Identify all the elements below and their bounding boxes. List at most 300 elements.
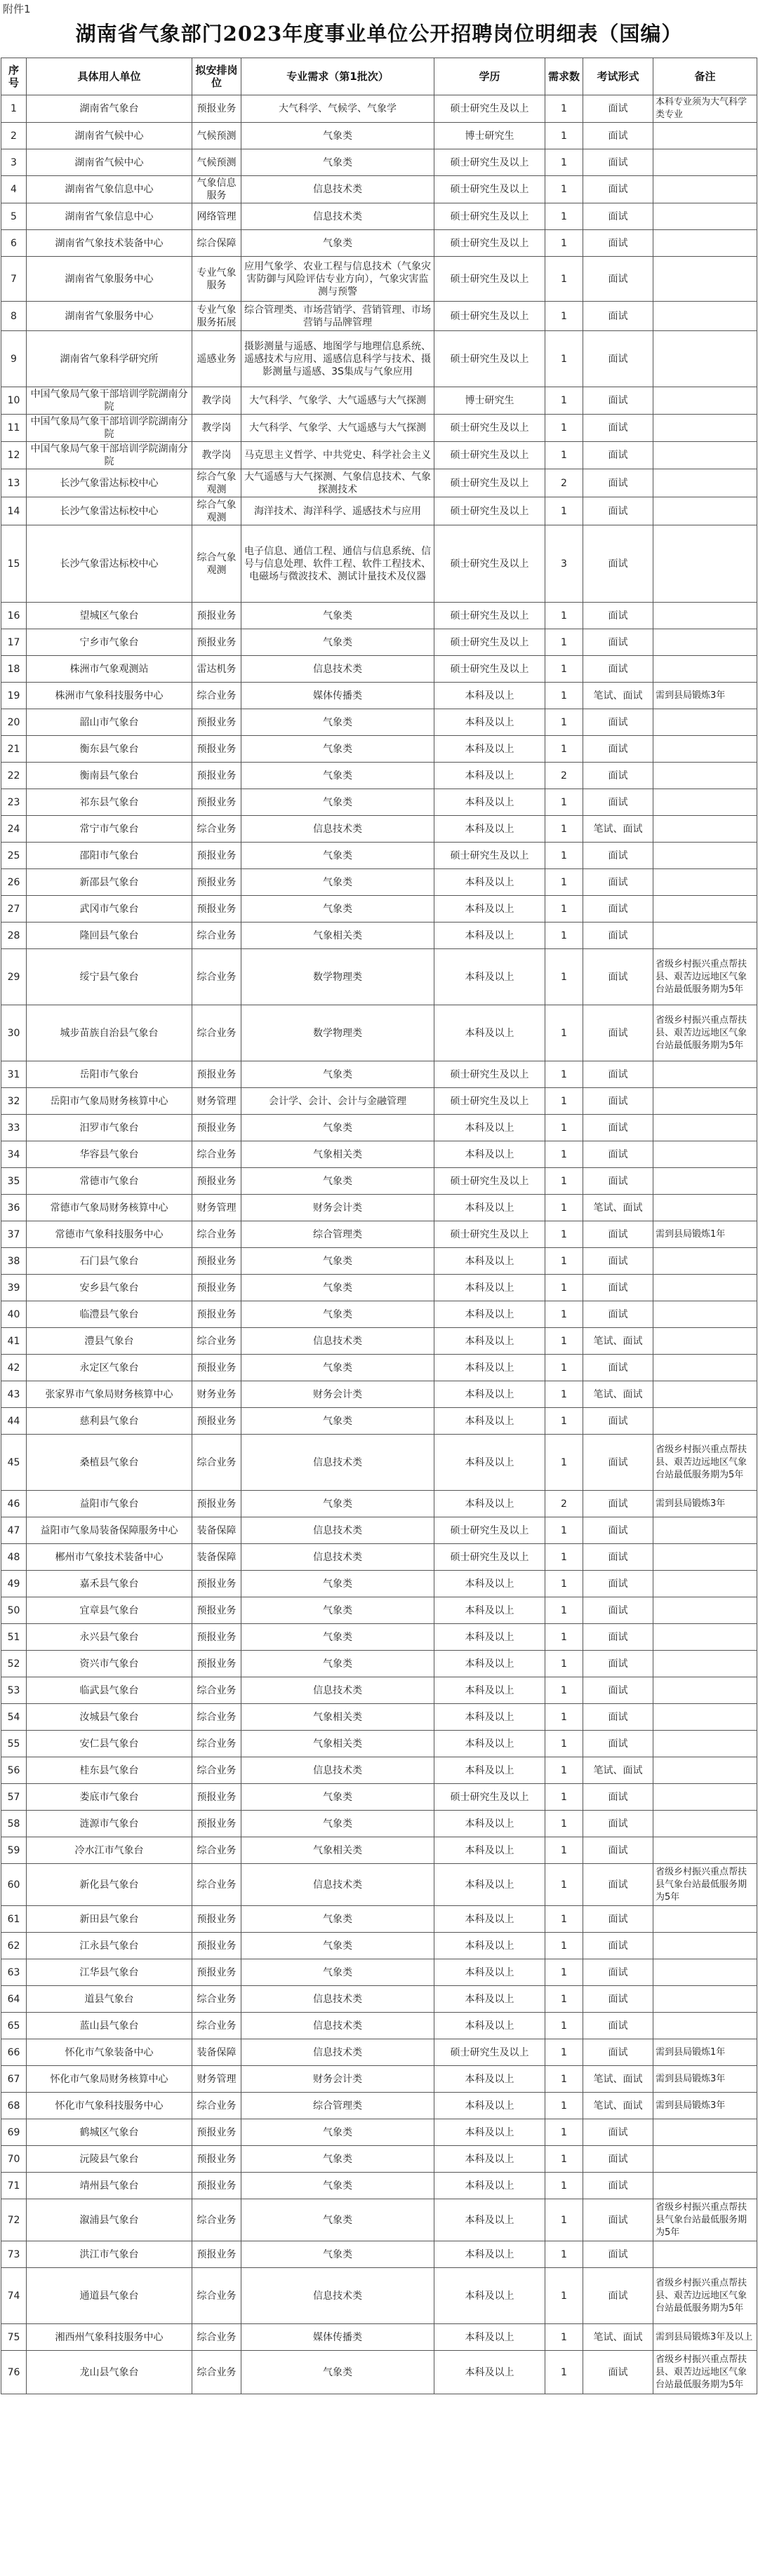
cell-note: 需到县局锻炼1年 <box>653 2039 757 2066</box>
cell-note <box>653 709 757 736</box>
cell-post: 预报业务 <box>192 2146 241 2173</box>
cell-note <box>653 331 757 387</box>
table-row <box>1 2013 757 2039</box>
cell-note <box>653 257 757 302</box>
cell-exam: 面试 <box>583 1784 653 1811</box>
cell-exam: 面试 <box>583 2351 653 2394</box>
cell-no: 75 <box>1 2324 27 2351</box>
table-row <box>1 176 757 203</box>
cell-major: 信息技术类 <box>241 1328 434 1355</box>
cell-count: 1 <box>545 2093 583 2119</box>
cell-exam: 面试 <box>583 2146 653 2173</box>
cell-education: 本科及以上 <box>434 2351 545 2394</box>
cell-unit: 慈利县气象台 <box>27 1408 192 1435</box>
cell-exam: 面试 <box>583 442 653 469</box>
cell-note <box>653 1811 757 1837</box>
cell-count: 1 <box>545 2268 583 2324</box>
cell-post: 综合业务 <box>192 1005 241 1061</box>
cell-major: 气象类 <box>241 2173 434 2199</box>
table-row <box>1 230 757 257</box>
cell-no: 54 <box>1 1704 27 1731</box>
table-row <box>1 1061 757 1088</box>
cell-education: 硕士研究生及以上 <box>434 176 545 203</box>
cell-exam: 笔试、面试 <box>583 1328 653 1355</box>
cell-unit: 新化县气象台 <box>27 1864 192 1906</box>
cell-count: 1 <box>545 2146 583 2173</box>
cell-note: 省级乡村振兴重点帮扶县、艰苦边远地区气象台站最低服务期为5年 <box>653 1005 757 1061</box>
cell-unit: 湖南省气象服务中心 <box>27 257 192 302</box>
table-header-row <box>1 58 757 95</box>
cell-note <box>653 2013 757 2039</box>
cell-no: 37 <box>1 1221 27 1248</box>
cell-count: 1 <box>545 1435 583 1491</box>
cell-major: 气象类 <box>241 1811 434 1837</box>
cell-no: 44 <box>1 1408 27 1435</box>
cell-unit: 望城区气象台 <box>27 603 192 629</box>
cell-exam: 笔试、面试 <box>583 1381 653 1408</box>
cell-post: 专业气象服务拓展 <box>192 302 241 331</box>
cell-note <box>653 1275 757 1301</box>
cell-unit: 长沙气象雷达标校中心 <box>27 469 192 497</box>
cell-no: 26 <box>1 869 27 896</box>
table-row <box>1 923 757 949</box>
table-row <box>1 1571 757 1597</box>
cell-unit: 邵阳市气象台 <box>27 843 192 869</box>
cell-count: 1 <box>545 331 583 387</box>
cell-note <box>653 1933 757 1959</box>
cell-note: 需到县局锻炼3年 <box>653 2093 757 2119</box>
cell-unit: 怀化市气象装备中心 <box>27 2039 192 2066</box>
cell-count: 1 <box>545 1005 583 1061</box>
cell-exam: 面试 <box>583 2268 653 2324</box>
cell-education: 本科及以上 <box>434 2241 545 2268</box>
cell-education: 本科及以上 <box>434 1959 545 1986</box>
cell-no: 8 <box>1 302 27 331</box>
cell-education: 硕士研究生及以上 <box>434 656 545 683</box>
cell-unit: 长沙气象雷达标校中心 <box>27 525 192 603</box>
cell-unit: 澧县气象台 <box>27 1328 192 1355</box>
cell-education: 本科及以上 <box>434 1986 545 2013</box>
table-row <box>1 1408 757 1435</box>
cell-unit: 汨罗市气象台 <box>27 1115 192 1141</box>
cell-exam: 面试 <box>583 1141 653 1168</box>
cell-unit: 韶山市气象台 <box>27 709 192 736</box>
table-row <box>1 469 757 497</box>
cell-exam: 笔试、面试 <box>583 2066 653 2093</box>
table-row <box>1 1328 757 1355</box>
cell-post: 综合业务 <box>192 2324 241 2351</box>
cell-exam: 面试 <box>583 95 653 123</box>
table-row <box>1 629 757 656</box>
cell-post: 预报业务 <box>192 2119 241 2146</box>
cell-exam: 面试 <box>583 1731 653 1757</box>
cell-exam: 面试 <box>583 2173 653 2199</box>
cell-note <box>653 1651 757 1677</box>
cell-unit: 绥宁县气象台 <box>27 949 192 1005</box>
cell-major: 气象类 <box>241 736 434 763</box>
cell-count: 1 <box>545 1408 583 1435</box>
cell-count: 2 <box>545 1491 583 1517</box>
cell-post: 综合业务 <box>192 1221 241 1248</box>
cell-major: 电子信息、通信工程、通信与信息系统、信号与信息处理、软件工程、软件工程技术、电磁场与微波技术、测试计量技术及仪器 <box>241 525 434 603</box>
cell-education: 本科及以上 <box>434 1141 545 1168</box>
cell-education: 本科及以上 <box>434 2146 545 2173</box>
cell-post: 综合业务 <box>192 1864 241 1906</box>
cell-education: 本科及以上 <box>434 1731 545 1757</box>
cell-post: 预报业务 <box>192 1959 241 1986</box>
cell-no: 40 <box>1 1301 27 1328</box>
cell-post: 综合保障 <box>192 230 241 257</box>
cell-post: 综合业务 <box>192 2199 241 2241</box>
cell-note <box>653 1677 757 1704</box>
cell-unit: 资兴市气象台 <box>27 1651 192 1677</box>
cell-exam: 面试 <box>583 949 653 1005</box>
cell-major: 气象相关类 <box>241 1141 434 1168</box>
cell-education: 本科及以上 <box>434 2066 545 2093</box>
cell-exam: 面试 <box>583 736 653 763</box>
cell-count: 1 <box>545 203 583 230</box>
table-row <box>1 1248 757 1275</box>
cell-education: 本科及以上 <box>434 816 545 843</box>
cell-unit: 怀化市气象科技服务中心 <box>27 2093 192 2119</box>
cell-unit: 溆浦县气象台 <box>27 2199 192 2241</box>
cell-unit: 冷水江市气象台 <box>27 1837 192 1864</box>
cell-major: 气象相关类 <box>241 1837 434 1864</box>
cell-exam: 面试 <box>583 257 653 302</box>
cell-exam: 面试 <box>583 1355 653 1381</box>
cell-exam: 笔试、面试 <box>583 816 653 843</box>
cell-education: 本科及以上 <box>434 1435 545 1491</box>
cell-no: 35 <box>1 1168 27 1195</box>
cell-major: 气象类 <box>241 2199 434 2241</box>
cell-count: 1 <box>545 1301 583 1328</box>
cell-note <box>653 1731 757 1757</box>
cell-post: 预报业务 <box>192 1491 241 1517</box>
cell-count: 1 <box>545 1757 583 1784</box>
cell-exam: 面试 <box>583 603 653 629</box>
cell-unit: 城步苗族自治县气象台 <box>27 1005 192 1061</box>
col-header-note: 备注 <box>653 58 757 95</box>
page-title: 湖南省气象部门2023年度事业单位公开招聘岗位明细表（国编） <box>75 22 683 46</box>
cell-no: 25 <box>1 843 27 869</box>
cell-note <box>653 1784 757 1811</box>
cell-count: 1 <box>545 923 583 949</box>
cell-education: 本科及以上 <box>434 1677 545 1704</box>
cell-major: 摄影测量与遥感、地图学与地理信息系统、遥感技术与应用、遥感信息科学与技术、摄影测量与遥感、3S集成与气象应用 <box>241 331 434 387</box>
cell-post: 装备保障 <box>192 1544 241 1571</box>
cell-education: 硕士研究生及以上 <box>434 230 545 257</box>
cell-post: 综合业务 <box>192 923 241 949</box>
cell-exam: 面试 <box>583 709 653 736</box>
cell-note <box>653 763 757 789</box>
cell-major: 气象类 <box>241 2119 434 2146</box>
cell-no: 57 <box>1 1784 27 1811</box>
cell-unit: 永兴县气象台 <box>27 1624 192 1651</box>
cell-no: 64 <box>1 1986 27 2013</box>
cell-count: 1 <box>545 1544 583 1571</box>
cell-note <box>653 843 757 869</box>
cell-no: 39 <box>1 1275 27 1301</box>
cell-no: 22 <box>1 763 27 789</box>
cell-note <box>653 1906 757 1933</box>
cell-education: 本科及以上 <box>434 923 545 949</box>
cell-post: 综合业务 <box>192 2268 241 2324</box>
cell-education: 本科及以上 <box>434 2199 545 2241</box>
cell-unit: 湖南省气象信息中心 <box>27 203 192 230</box>
cell-major: 气象类 <box>241 1301 434 1328</box>
table-row <box>1 95 757 123</box>
cell-count: 1 <box>545 1571 583 1597</box>
cell-note: 本科专业须为大气科学类专业 <box>653 95 757 123</box>
cell-no: 24 <box>1 816 27 843</box>
cell-education: 本科及以上 <box>434 789 545 816</box>
cell-count: 1 <box>545 176 583 203</box>
cell-no: 14 <box>1 497 27 525</box>
cell-unit: 江永县气象台 <box>27 1933 192 1959</box>
cell-major: 信息技术类 <box>241 2268 434 2324</box>
cell-education: 本科及以上 <box>434 1837 545 1864</box>
cell-exam: 面试 <box>583 1061 653 1088</box>
cell-note: 需到县局锻炼3年 <box>653 2066 757 2093</box>
cell-post: 预报业务 <box>192 629 241 656</box>
cell-major: 大气科学、气象学、大气遥感与大气探测 <box>241 415 434 442</box>
cell-major: 气象类 <box>241 843 434 869</box>
cell-no: 32 <box>1 1088 27 1115</box>
cell-no: 31 <box>1 1061 27 1088</box>
cell-major: 气象类 <box>241 1571 434 1597</box>
cell-education: 本科及以上 <box>434 1301 545 1328</box>
cell-major: 综合管理类 <box>241 1221 434 1248</box>
cell-count: 1 <box>545 1906 583 1933</box>
cell-education: 本科及以上 <box>434 1248 545 1275</box>
cell-note <box>653 1061 757 1088</box>
cell-no: 42 <box>1 1355 27 1381</box>
cell-exam: 面试 <box>583 1544 653 1571</box>
cell-major: 气象类 <box>241 123 434 149</box>
cell-count: 1 <box>545 1811 583 1837</box>
cell-exam: 面试 <box>583 1248 653 1275</box>
cell-post: 预报业务 <box>192 1115 241 1141</box>
cell-note <box>653 1248 757 1275</box>
cell-education: 硕士研究生及以上 <box>434 331 545 387</box>
cell-no: 23 <box>1 789 27 816</box>
cell-education: 本科及以上 <box>434 1381 545 1408</box>
cell-post: 气象信息服务 <box>192 176 241 203</box>
table-row <box>1 1195 757 1221</box>
cell-post: 预报业务 <box>192 843 241 869</box>
cell-major: 气象类 <box>241 1597 434 1624</box>
table-row <box>1 869 757 896</box>
cell-education: 硕士研究生及以上 <box>434 1168 545 1195</box>
table-row <box>1 1115 757 1141</box>
cell-unit: 永定区气象台 <box>27 1355 192 1381</box>
cell-note <box>653 1571 757 1597</box>
cell-unit: 娄底市气象台 <box>27 1784 192 1811</box>
col-header-major: 专业需求（第1批次） <box>241 58 434 95</box>
cell-major: 信息技术类 <box>241 656 434 683</box>
cell-major: 信息技术类 <box>241 816 434 843</box>
cell-education: 本科及以上 <box>434 1906 545 1933</box>
cell-exam: 面试 <box>583 789 653 816</box>
cell-count: 1 <box>545 1837 583 1864</box>
table-row <box>1 816 757 843</box>
cell-unit: 益阳市气象局装备保障服务中心 <box>27 1517 192 1544</box>
table-row <box>1 1837 757 1864</box>
cell-post: 预报业务 <box>192 709 241 736</box>
table-row <box>1 1355 757 1381</box>
cell-count: 1 <box>545 230 583 257</box>
cell-major: 气象类 <box>241 1959 434 1986</box>
cell-exam: 面试 <box>583 1677 653 1704</box>
table-row <box>1 1864 757 1906</box>
table-row <box>1 1784 757 1811</box>
cell-post: 预报业务 <box>192 1061 241 1088</box>
cell-count: 1 <box>545 1381 583 1408</box>
cell-count: 1 <box>545 1517 583 1544</box>
cell-unit: 祁东县气象台 <box>27 789 192 816</box>
cell-major: 气象类 <box>241 1408 434 1435</box>
cell-education: 本科及以上 <box>434 1624 545 1651</box>
cell-unit: 通道县气象台 <box>27 2268 192 2324</box>
cell-post: 综合业务 <box>192 2093 241 2119</box>
cell-unit: 湖南省气候中心 <box>27 149 192 176</box>
cell-count: 1 <box>545 1221 583 1248</box>
cell-unit: 湖南省气象台 <box>27 95 192 123</box>
table-row <box>1 2066 757 2093</box>
cell-exam: 面试 <box>583 230 653 257</box>
cell-unit: 中国气象局气象干部培训学院湖南分院 <box>27 387 192 415</box>
cell-note <box>653 789 757 816</box>
cell-education: 硕士研究生及以上 <box>434 1088 545 1115</box>
cell-major: 信息技术类 <box>241 1435 434 1491</box>
table-row <box>1 1221 757 1248</box>
cell-exam: 面试 <box>583 1301 653 1328</box>
cell-no: 73 <box>1 2241 27 2268</box>
cell-unit: 衡南县气象台 <box>27 763 192 789</box>
cell-no: 11 <box>1 415 27 442</box>
cell-post: 遥感业务 <box>192 331 241 387</box>
cell-exam: 面试 <box>583 1624 653 1651</box>
cell-post: 综合业务 <box>192 1704 241 1731</box>
col-header-count: 需求数 <box>545 58 583 95</box>
cell-education: 硕士研究生及以上 <box>434 843 545 869</box>
cell-no: 74 <box>1 2268 27 2324</box>
cell-post: 综合业务 <box>192 1731 241 1757</box>
cell-post: 综合业务 <box>192 816 241 843</box>
cell-post: 雷达机务 <box>192 656 241 683</box>
cell-unit: 龙山县气象台 <box>27 2351 192 2394</box>
cell-major: 信息技术类 <box>241 1517 434 1544</box>
cell-exam: 面试 <box>583 331 653 387</box>
cell-major: 信息技术类 <box>241 1757 434 1784</box>
cell-major: 信息技术类 <box>241 203 434 230</box>
cell-education: 硕士研究生及以上 <box>434 603 545 629</box>
cell-note <box>653 1088 757 1115</box>
table-row <box>1 2173 757 2199</box>
cell-post: 综合业务 <box>192 2351 241 2394</box>
cell-exam: 面试 <box>583 123 653 149</box>
cell-post: 综合气象观测 <box>192 469 241 497</box>
table-row <box>1 1491 757 1517</box>
cell-unit: 岳阳市气象局财务核算中心 <box>27 1088 192 1115</box>
cell-exam: 面试 <box>583 149 653 176</box>
cell-note <box>653 736 757 763</box>
cell-unit: 洪江市气象台 <box>27 2241 192 2268</box>
cell-note <box>653 230 757 257</box>
cell-post: 装备保障 <box>192 2039 241 2066</box>
cell-exam: 面试 <box>583 387 653 415</box>
cell-major: 会计学、会计、会计与金融管理 <box>241 1088 434 1115</box>
table-row <box>1 1544 757 1571</box>
cell-post: 综合业务 <box>192 949 241 1005</box>
table-row <box>1 1435 757 1491</box>
cell-education: 本科及以上 <box>434 1355 545 1381</box>
cell-count: 1 <box>545 1088 583 1115</box>
cell-major: 气象类 <box>241 149 434 176</box>
cell-note <box>653 1328 757 1355</box>
cell-note <box>653 896 757 923</box>
cell-no: 67 <box>1 2066 27 2093</box>
cell-note <box>653 302 757 331</box>
cell-unit: 湖南省气象科学研究所 <box>27 331 192 387</box>
cell-post: 预报业务 <box>192 1168 241 1195</box>
table-row <box>1 2351 757 2394</box>
cell-education: 本科及以上 <box>434 1275 545 1301</box>
table-row <box>1 2241 757 2268</box>
cell-post: 预报业务 <box>192 1597 241 1624</box>
cell-note: 省级乡村振兴重点帮扶县气象台站最低服务期为5年 <box>653 1864 757 1906</box>
cell-count: 1 <box>545 1115 583 1141</box>
cell-note <box>653 1544 757 1571</box>
table-row <box>1 1168 757 1195</box>
cell-exam: 面试 <box>583 1115 653 1141</box>
cell-exam: 面试 <box>583 1571 653 1597</box>
cell-count: 1 <box>545 1328 583 1355</box>
cell-no: 4 <box>1 176 27 203</box>
cell-post: 综合业务 <box>192 1435 241 1491</box>
table-row <box>1 1005 757 1061</box>
cell-note: 需到县局锻炼3年 <box>653 683 757 709</box>
cell-note <box>653 2119 757 2146</box>
cell-no: 56 <box>1 1757 27 1784</box>
cell-exam: 面试 <box>583 629 653 656</box>
cell-education: 本科及以上 <box>434 869 545 896</box>
cell-post: 财务管理 <box>192 1088 241 1115</box>
cell-major: 气象相关类 <box>241 1704 434 1731</box>
cell-education: 硕士研究生及以上 <box>434 1784 545 1811</box>
cell-no: 55 <box>1 1731 27 1757</box>
cell-major: 气象类 <box>241 1355 434 1381</box>
cell-count: 2 <box>545 763 583 789</box>
table-row <box>1 1757 757 1784</box>
table-row <box>1 302 757 331</box>
cell-unit: 湖南省气象技术装备中心 <box>27 230 192 257</box>
cell-exam: 面试 <box>583 1933 653 1959</box>
cell-no: 5 <box>1 203 27 230</box>
cell-no: 63 <box>1 1959 27 1986</box>
cell-unit: 长沙气象雷达标校中心 <box>27 497 192 525</box>
cell-no: 1 <box>1 95 27 123</box>
cell-count: 1 <box>545 2119 583 2146</box>
cell-education: 硕士研究生及以上 <box>434 2039 545 2066</box>
cell-major: 气象类 <box>241 789 434 816</box>
cell-no: 13 <box>1 469 27 497</box>
table-row <box>1 442 757 469</box>
cell-exam: 面试 <box>583 1491 653 1517</box>
cell-exam: 笔试、面试 <box>583 2093 653 2119</box>
cell-major: 气象类 <box>241 1115 434 1141</box>
cell-post: 综合业务 <box>192 1986 241 2013</box>
